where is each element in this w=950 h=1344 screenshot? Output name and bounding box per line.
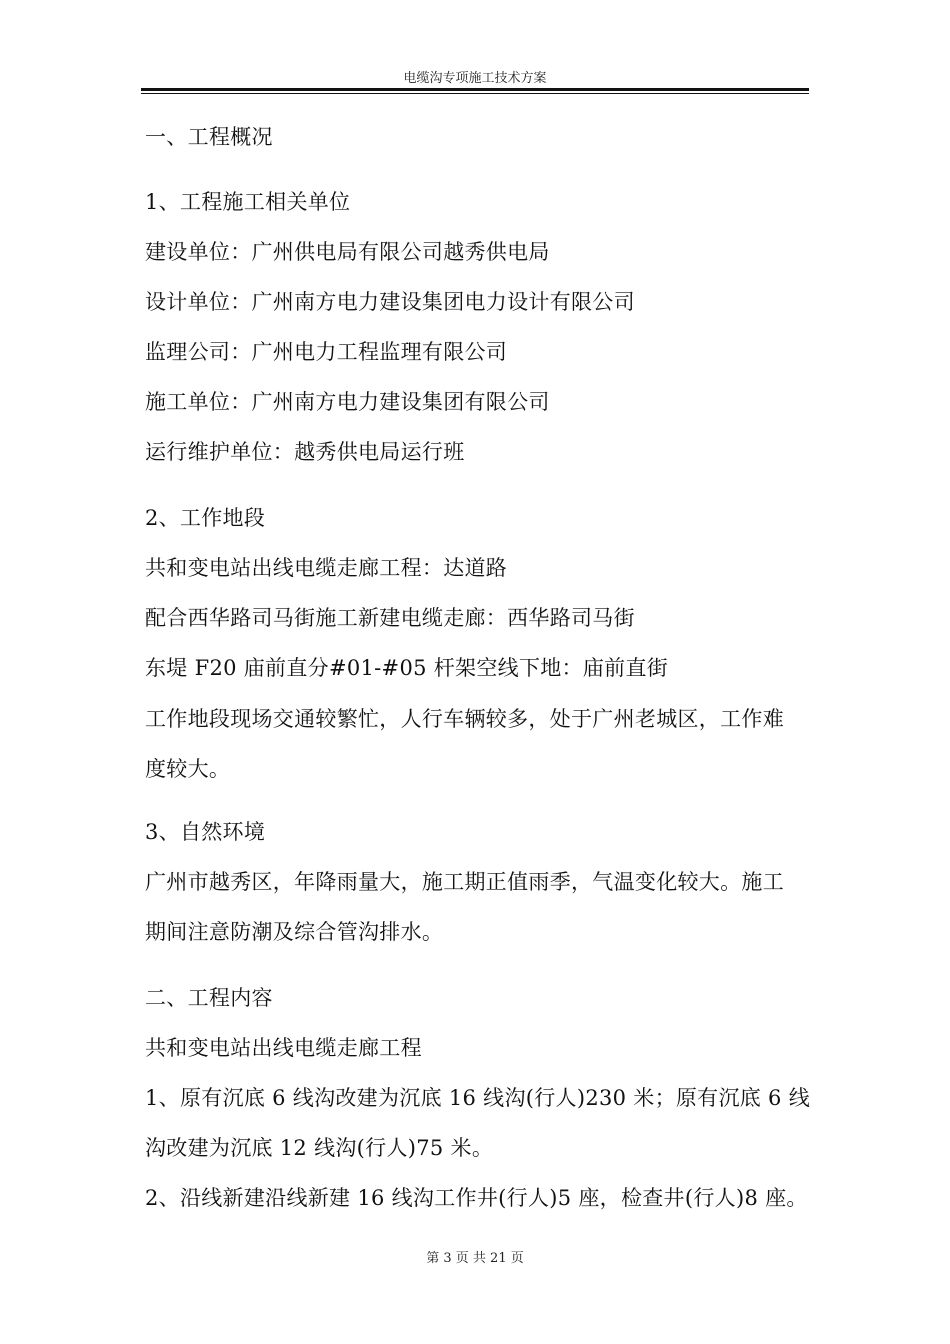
- text-line: 配合西华路司马街施工新建电缆走廊：西华路司马街: [145, 606, 635, 630]
- text-line: 共和变电站出线电缆走廊工程：达道路: [145, 556, 508, 580]
- text-line: 施工单位：广州南方电力建设集团有限公司: [145, 390, 550, 414]
- text-line: 沟改建为沉底 12 线沟(行人)75 米。: [145, 1136, 494, 1160]
- text-line: 2、沿线新建沿线新建 16 线沟工作井(行人)5 座，检查井(行人)8 座。: [145, 1186, 808, 1210]
- text-line: 1、原有沉底 6 线沟改建为沉底 16 线沟(行人)230 米；原有沉底 6 线: [145, 1086, 810, 1110]
- subheading-environment: 3、自然环境: [145, 820, 266, 844]
- text-line: 监理公司：广州电力工程监理有限公司: [145, 340, 508, 364]
- header-rule-thin: [141, 93, 809, 94]
- text-line: 广州市越秀区，年降雨量大，施工期正值雨季，气温变化较大。施工: [145, 870, 784, 894]
- section-heading-content: 二、工程内容: [145, 986, 273, 1010]
- text-line: 度较大。: [145, 757, 231, 781]
- page-number-footer: 第 3 页 共 21 页: [426, 1251, 524, 1266]
- section-heading-overview: 一、工程概况: [145, 125, 273, 149]
- text-line: 东堤 F20 庙前直分#01-#05 杆架空线下地：庙前直街: [145, 656, 669, 680]
- subheading-units: 1、工程施工相关单位: [145, 190, 351, 214]
- text-line: 期间注意防潮及综合管沟排水。: [145, 920, 444, 944]
- page-header-title: 电缆沟专项施工技术方案: [403, 71, 547, 86]
- text-line: 运行维护单位：越秀供电局运行班: [145, 440, 465, 464]
- text-line: 共和变电站出线电缆走廊工程: [145, 1036, 422, 1060]
- text-line: 建设单位：广州供电局有限公司越秀供电局: [145, 240, 550, 264]
- text-line: 工作地段现场交通较繁忙，人行车辆较多，处于广州老城区，工作难: [145, 707, 784, 731]
- header-rule-thick: [141, 88, 809, 91]
- text-line: 设计单位：广州南方电力建设集团电力设计有限公司: [145, 290, 635, 314]
- subheading-work-section: 2、工作地段: [145, 506, 266, 530]
